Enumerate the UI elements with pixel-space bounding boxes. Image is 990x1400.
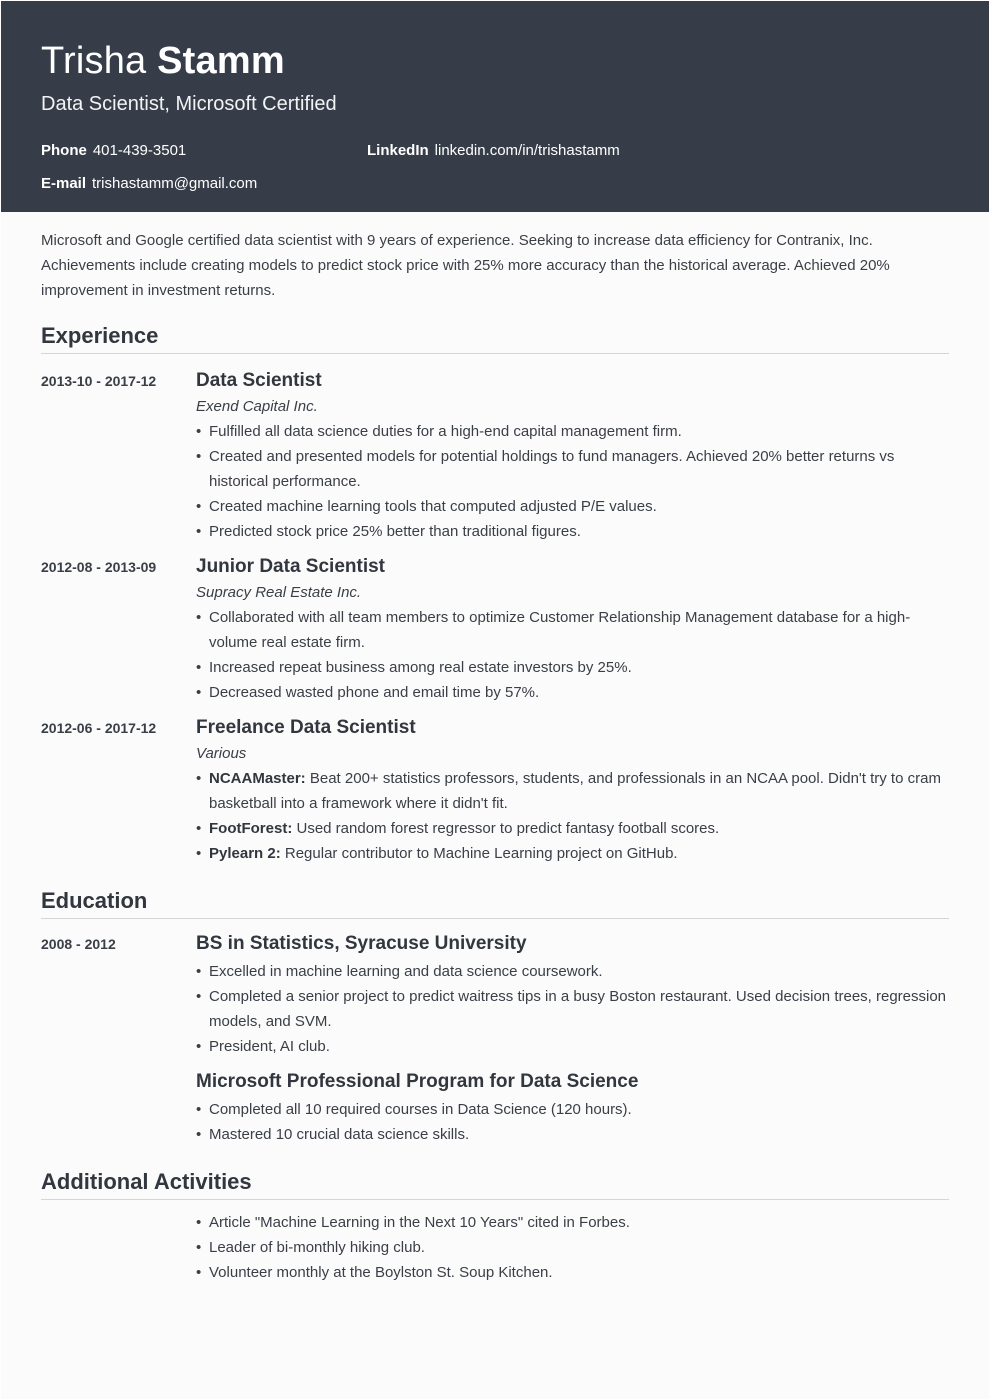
contact-label: LinkedIn: [367, 142, 429, 159]
company-name: Exend Capital Inc.: [196, 398, 318, 415]
candidate-name: [41, 39, 949, 83]
bullet-item: • Article "Machine Learning in the Next 10 Years" cited in Forbes.: [196, 1210, 949, 1235]
contact-email: [41, 174, 367, 193]
project-description: Used random forest regressor to predict fantasy football scores.: [292, 820, 720, 837]
job-dates: 2012-06 - 2017-12: [41, 720, 157, 736]
resume-page: [1, 1, 989, 1399]
bullet-item: • Volunteer monthly at the Boylston St. Soup Kitchen.: [196, 1260, 949, 1285]
job-details: [196, 716, 949, 866]
degree-bullets: [196, 959, 949, 1059]
activities-spacer: [41, 1210, 196, 1285]
bullet-item: • Excelled in machine learning and data science coursework.: [196, 959, 949, 984]
section-title: Experience: [41, 323, 949, 354]
resume-body: [1, 228, 989, 1285]
job-bullets: [196, 766, 949, 866]
bullet-item: [196, 841, 949, 866]
first-name: Trisha: [41, 40, 147, 82]
education-section: [41, 888, 949, 1147]
project-name: NCAAMaster:: [209, 770, 306, 787]
education-entry: [41, 932, 949, 1147]
activities-section: [41, 1169, 949, 1285]
job-entry: [41, 555, 949, 705]
job-dates: 2012-08 - 2013-09: [41, 559, 157, 575]
contact-label: Phone: [41, 142, 87, 159]
bullet-item: • Leader of bi-monthly hiking club.: [196, 1235, 949, 1260]
contact-linkedin: [367, 141, 949, 160]
bullet-item: • President, AI club.: [196, 1034, 949, 1059]
activities-entry: [41, 1210, 949, 1285]
activity-bullets: [196, 1210, 949, 1285]
bullet-item: • Collaborated with all team members to optimize Customer Relationship Management database for a high-volume real estate firm.: [196, 605, 949, 655]
bullet-item: • Created machine learning tools that computed adjusted P/E values.: [196, 494, 949, 519]
summary: Microsoft and Google certified data scientist with 9 years of experience. Seeking to increase data efficiency for Contranix, Inc. Achievements include creating models to predict stock price with 25% more accuracy than the historical average. Achieved 20% improvement in investment returns.: [41, 232, 890, 299]
job-title: Freelance Data Scientist: [196, 717, 416, 738]
resume-header: [1, 1, 989, 212]
bullet-item: • Fulfilled all data science duties for a high-end capital management firm.: [196, 419, 949, 444]
contact-label: E-mail: [41, 175, 87, 192]
bullet-item: • Predicted stock price 25% better than traditional figures.: [196, 519, 949, 544]
job-title: Junior Data Scientist: [196, 556, 385, 577]
bullet-item: • Created and presented models for potential holdings to fund managers. Achieved 20% better returns vs historical performance.: [196, 444, 949, 494]
activities-details: [196, 1210, 949, 1285]
bullet-item: • Increased repeat business among real estate investors by 25%.: [196, 655, 949, 680]
last-name: Stamm: [157, 40, 285, 82]
headline: Data Scientist, Microsoft Certified: [41, 93, 337, 115]
company-name: Supracy Real Estate Inc.: [196, 584, 362, 601]
contact-info: [41, 141, 949, 193]
job-dates: 2013-10 - 2017-12: [41, 373, 157, 389]
project-name: FootForest:: [209, 820, 293, 837]
bullet-item: • Completed all 10 required courses in Data Science (120 hours).: [196, 1097, 949, 1122]
job-details: [196, 555, 949, 705]
experience-section: [41, 323, 949, 866]
job-bullets: [196, 605, 949, 705]
job-title: Data Scientist: [196, 370, 322, 391]
contact-value: linkedin.com/in/trishastamm: [434, 142, 620, 159]
bullet-item: [196, 816, 949, 841]
education-dates: 2008 - 2012: [41, 936, 116, 952]
job-details: [196, 369, 949, 544]
bullet-item: • Completed a senior project to predict waitress tips in a busy Boston restaurant. Used decision trees, regression models, and SVM.: [196, 984, 949, 1034]
section-title: Additional Activities: [41, 1169, 949, 1200]
bullet-item: • Decreased wasted phone and email time by 57%.: [196, 680, 949, 705]
project-description: Beat 200+ statistics professors, students, and professionals in an NCAA pool. Didn't try to cram basketball into a framework where it didn't fit.: [209, 770, 941, 812]
company-name: Various: [196, 745, 247, 762]
bullet-item: • Mastered 10 crucial data science skills.: [196, 1122, 949, 1147]
project-description: Regular contributor to Machine Learning project on GitHub.: [280, 845, 678, 862]
job-bullets: [196, 419, 949, 544]
contact-value: 401-439-3501: [92, 142, 187, 159]
program-bullets: [196, 1097, 949, 1147]
contact-phone: [41, 141, 367, 160]
job-entry: [41, 369, 949, 544]
degree-title: BS in Statistics, Syracuse University: [196, 933, 527, 954]
contact-value: trishastamm@gmail.com: [92, 175, 258, 192]
bullet-item: [196, 766, 949, 816]
section-title: Education: [41, 888, 949, 919]
program-title: Microsoft Professional Program for Data Science: [196, 1071, 639, 1092]
education-details: [196, 932, 949, 1147]
project-name: Pylearn 2:: [209, 845, 281, 862]
job-entry: [41, 716, 949, 866]
